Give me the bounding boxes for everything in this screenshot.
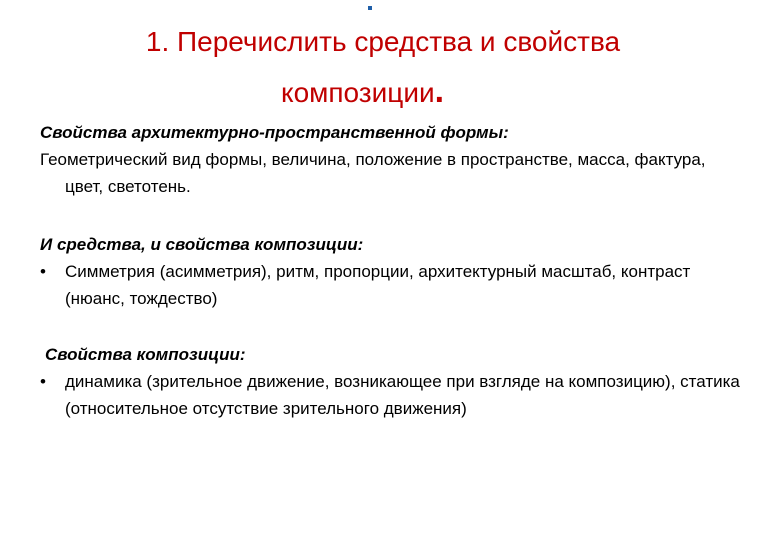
slide-title-word: композиции xyxy=(281,77,435,108)
section-heading: Свойства композиции: xyxy=(45,345,246,364)
section-heading: Свойства архитектурно-пространственной формы: xyxy=(40,123,509,142)
list-item-text: динамика (зрительное движение, возникающее при взгляде на композицию), статика (относительное отсутствие зрительного движения) xyxy=(65,372,740,418)
list-item-text: Симметрия (асимметрия), ритм, пропорции, архитектурный масштаб, контраст (нюанс, тождество) xyxy=(65,262,691,308)
section-composition-properties xyxy=(40,341,740,422)
list-item xyxy=(40,368,740,422)
section-means-and-properties xyxy=(40,231,740,312)
slide-title-continuation xyxy=(281,73,444,111)
slide-title-period: . xyxy=(434,72,445,110)
section-form-properties xyxy=(40,119,740,200)
section-heading: И средства, и свойства композиции: xyxy=(40,235,364,254)
title-marker xyxy=(368,6,372,10)
list-item xyxy=(40,258,740,312)
section-text: Геометрический вид формы, величина, положение в пространстве, масса, фактура, цвет, светотень. xyxy=(40,150,706,196)
slide-title: 1. Перечислить средства и свойства xyxy=(145,26,621,57)
bullet-icon: • xyxy=(40,262,46,281)
bullet-icon: • xyxy=(40,372,46,391)
